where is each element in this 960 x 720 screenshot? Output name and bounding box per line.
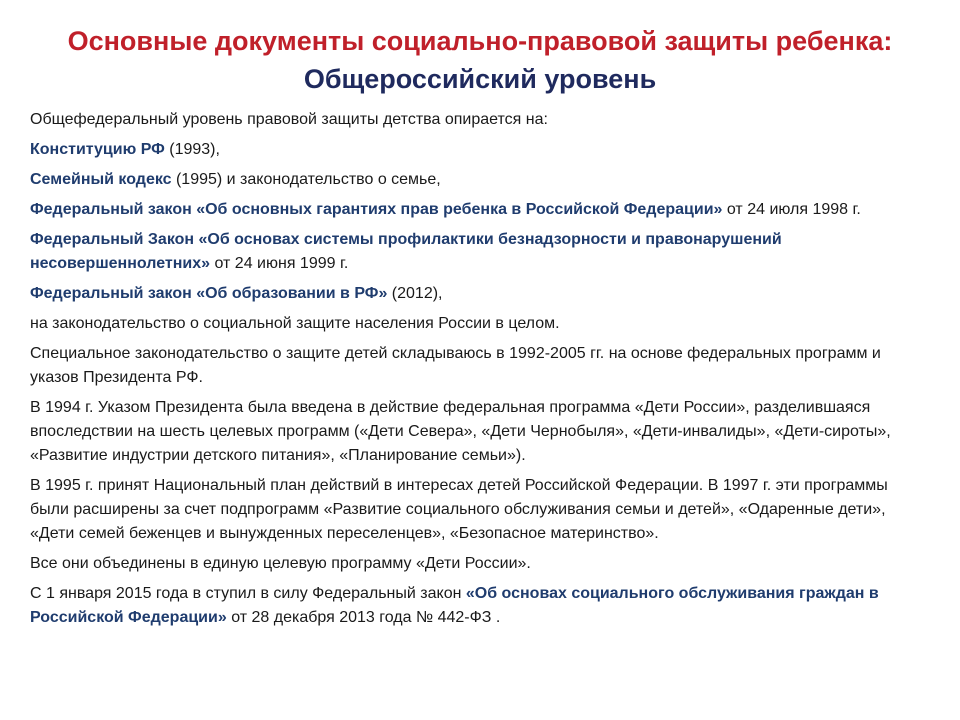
- title-part-navy: Общероссийский уровень: [303, 64, 657, 94]
- doc-details: (1995) и законодательство о семье,: [171, 171, 441, 188]
- paragraph-2015-law: [30, 582, 930, 630]
- slide-title: [40, 22, 920, 98]
- paragraph-prevention-law: [30, 228, 930, 276]
- doc-details: (2012),: [387, 285, 443, 302]
- paragraph-child-rights-law: [30, 198, 930, 222]
- doc-title: Конституцию РФ: [30, 141, 165, 158]
- paragraph-intro: Общефедеральный уровень правовой защиты детства опирается на:: [30, 111, 548, 128]
- paragraph-1994-program: В 1994 г. Указом Президента была введена в действие федеральная программа «Дети России», разделившаяся впоследствии на шесть целевых программ («Дети Севера», «Дети Чернобыля», «Дети-инвалиды», «Дети-сироты», «Развитие индустрии детского питания», «Планирование семьи»).: [30, 399, 891, 464]
- doc-title: Семейный кодекс: [30, 171, 172, 188]
- content-body: [30, 108, 930, 636]
- paragraph-constitution: [30, 138, 930, 162]
- paragraph-education-law: [30, 282, 930, 306]
- doc-title: Федеральный закон «Об основных гарантиях прав ребенка в Российской Федерации»: [30, 201, 723, 218]
- paragraph-family-code: [30, 168, 930, 192]
- paragraph-unified-program: Все они объединены в единую целевую программу «Дети России».: [30, 555, 531, 572]
- paragraph-social-protection: на законодательство о социальной защите населения России в целом.: [30, 315, 560, 332]
- doc-title: Федеральный закон «Об образовании в РФ»: [30, 285, 388, 302]
- doc-details: от 28 декабря 2013 года № 442-ФЗ .: [226, 609, 501, 626]
- paragraph-special-legislation: Специальное законодательство о защите детей складываюсь в 1992-2005 гг. на основе федеральных программ и указов Президента РФ.: [30, 345, 881, 386]
- doc-details: от 24 июля 1998 г.: [722, 201, 861, 218]
- doc-title: Федеральный Закон «Об основах системы профилактики безнадзорности и правонарушений несовершеннолетних»: [30, 231, 782, 272]
- title-part-red: Основные документы социально-правовой защиты ребенка:: [67, 26, 893, 56]
- doc-intro: С 1 января 2015 года в ступил в силу Федеральный закон: [30, 585, 466, 602]
- doc-details: от 24 июня 1999 г.: [210, 255, 349, 272]
- doc-details: (1993),: [164, 141, 220, 158]
- doc-title: «Об основах социального обслуживания граждан в Российской Федерации»: [30, 585, 879, 626]
- paragraph-1995-plan: В 1995 г. принят Национальный план действий в интересах детей Российской Федерации. В 1997 г. эти программы были расширены за счет подпрограмм «Развитие социального обслуживания семьи и детей», «Одаренные дети», «Дети семей беженцев и вынужденных переселенцев», «Безопасное материнство».: [30, 477, 888, 542]
